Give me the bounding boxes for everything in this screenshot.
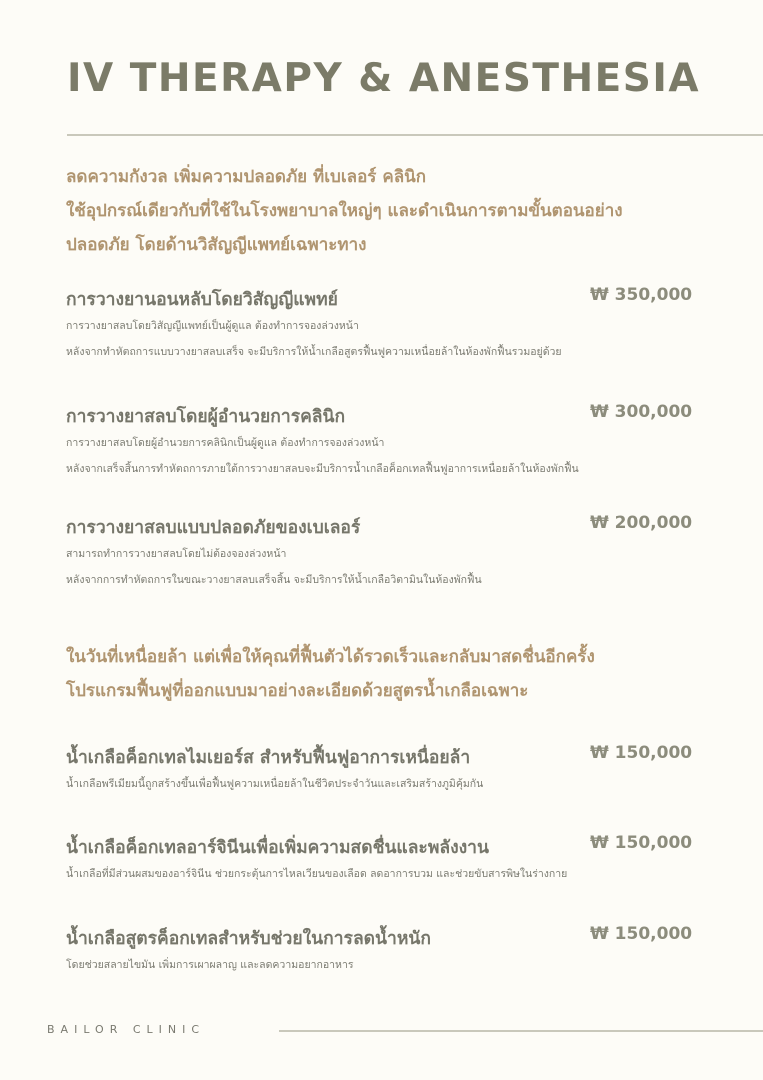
item-name: การวางยาสลบแบบปลอดภัยของเบเลอร์ (66, 518, 361, 538)
item-description: หลังจากการทำหัตถการในขณะวางยาสลบเสร็จสิ้น จะมีบริการให้น้ำเกลือวิตามินในห้องพักฟื้น (66, 574, 482, 586)
item-description: การวางยาสลบโดยผู้อำนวยการคลินิกเป็นผู้ดูแล ต้องทำการจองล่วงหน้า (66, 437, 385, 449)
item-description: หลังจากทำหัตถการแบบวางยาสลบเสร็จ จะมีบริการให้น้ำเกลือสูตรฟื้นฟูความเหนื่อยล้าในห้องพักฟื้นรวมอยู่ด้วย (66, 346, 562, 358)
menu-item-anesthesia-director (66, 402, 691, 482)
bottom-divider (279, 1030, 763, 1032)
item-price: ₩ 150,000 (590, 924, 693, 944)
item-name: น้ำเกลือค็อกเทลอาร์จินีนเพื่อเพิ่มความสดชื่นและพลังงาน (66, 838, 489, 858)
menu-item-anesthesia-safe (66, 513, 691, 593)
menu-item-iv-arginine (66, 833, 691, 887)
intro-line: ใช้อุปกรณ์เดียวกับที่ใช้ในโรงพยาบาลใหญ่ๆ และดำเนินการตามขั้นตอนอย่าง (66, 201, 623, 221)
item-description: หลังจากเสร็จสิ้นการทำหัตถการภายใต้การวางยาสลบจะมีบริการน้ำเกลือค็อกเทลฟื้นฟูอาการเหนื่อยล้าในห้องพักฟื้น (66, 463, 579, 475)
menu-item-anesthesia-specialist (66, 285, 691, 365)
item-name: การวางยานอนหลับโดยวิสัญญีแพทย์ (66, 290, 338, 310)
page-title: IV THERAPY & ANESTHESIA (67, 56, 701, 101)
top-divider (67, 134, 763, 136)
intro-line: ลดความกังวล เพิ่มความปลอดภัย ที่เบเลอร์ คลินิก (66, 167, 427, 187)
intro-line: โปรแกรมฟื้นฟูที่ออกแบบมาอย่างละเอียดด้วยสูตรน้ำเกลือเฉพาะ (66, 681, 529, 701)
item-description: สามารถทำการวางยาสลบโดยไม่ต้องจองล่วงหน้า (66, 548, 287, 560)
menu-item-iv-weightloss (66, 924, 691, 978)
intro-line: ในวันที่เหนื่อยล้า แต่เพื่อให้คุณที่ฟื้นตัวได้รวดเร็วและกลับมาสดชื่นอีกครั้ง (66, 647, 595, 667)
item-description: การวางยาสลบโดยวิสัญญีแพทย์เป็นผู้ดูแล ต้องทำการจองล่วงหน้า (66, 320, 359, 332)
item-name: น้ำเกลือค็อกเทลไมเยอร์ส สำหรับฟื้นฟูอาการเหนื่อยล้า (66, 748, 471, 768)
footer-brand: BAILOR CLINIC (47, 1023, 206, 1036)
intro-line: ปลอดภัย โดยด้านวิสัญญีแพทย์เฉพาะทาง (66, 235, 367, 255)
item-name: น้ำเกลือสูตรค็อกเทลสำหรับช่วยในการลดน้ำหนัก (66, 929, 431, 949)
item-name: การวางยาสลบโดยผู้อำนวยการคลินิก (66, 407, 346, 427)
item-description: น้ำเกลือที่มีส่วนผสมของอาร์จินีน ช่วยกระตุ้นการไหลเวียนของเลือด ลดอาการบวม และช่วยขับสารพิษในร่างกาย (66, 868, 568, 880)
menu-item-iv-myers (66, 743, 691, 797)
intro-anesthesia (66, 160, 706, 262)
item-description: โดยช่วยสลายไขมัน เพิ่มการเผาผลาญ และลดความอยากอาหาร (66, 959, 354, 971)
item-price: ₩ 350,000 (590, 285, 693, 305)
intro-iv (66, 640, 706, 708)
item-price: ₩ 150,000 (590, 743, 693, 763)
item-price: ₩ 300,000 (590, 402, 693, 422)
item-price: ₩ 150,000 (590, 833, 693, 853)
item-price: ₩ 200,000 (590, 513, 693, 533)
item-description: น้ำเกลือพรีเมียมนี้ถูกสร้างขึ้นเพื่อฟื้นฟูความเหนื่อยล้าในชีวิตประจำวันและเสริมสร้างภูมิคุ้มกัน (66, 778, 484, 790)
